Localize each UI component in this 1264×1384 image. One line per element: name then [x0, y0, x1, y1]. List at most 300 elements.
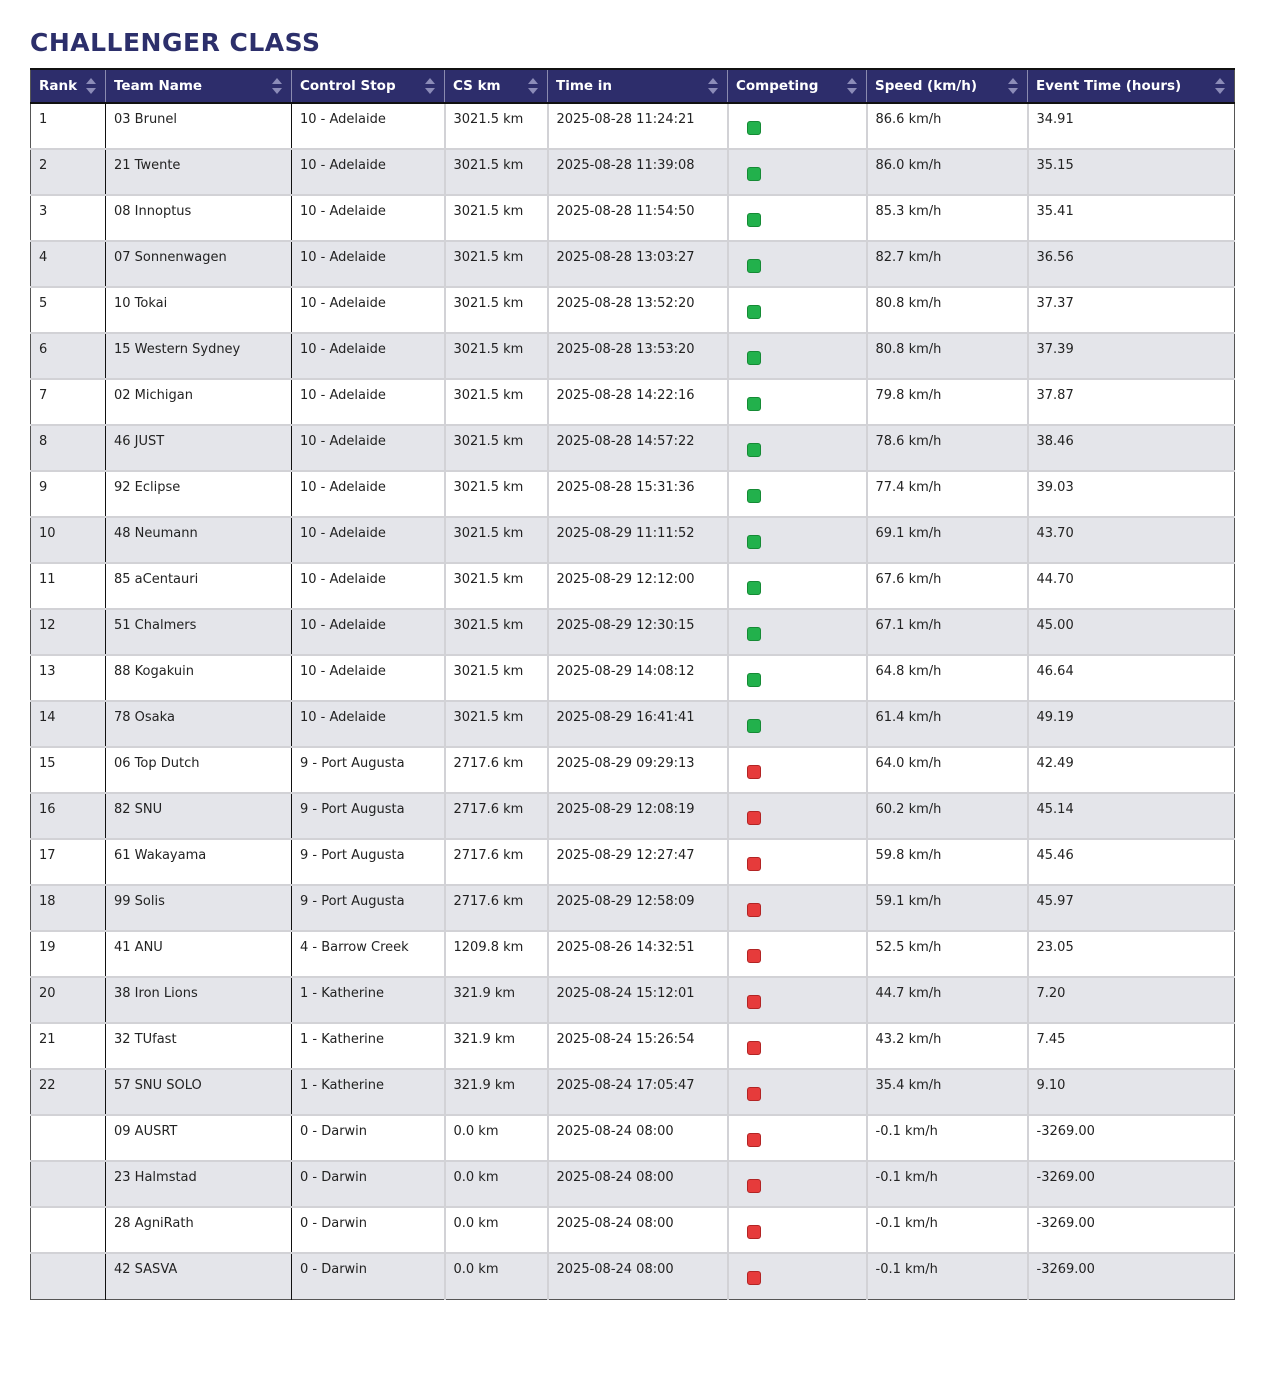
- event-time-cell: 36.56: [1028, 241, 1235, 287]
- table-row: [31, 195, 1235, 241]
- column-header-event-time[interactable]: [1028, 69, 1235, 103]
- table-row: [31, 793, 1235, 839]
- team-name-cell: 42 SASVA: [106, 1253, 292, 1299]
- competing-cell: [728, 517, 867, 563]
- table-row: [31, 1253, 1235, 1299]
- table-row: [31, 747, 1235, 793]
- event-time-cell: 49.19: [1028, 701, 1235, 747]
- table-row: [31, 287, 1235, 333]
- competing-status-icon: [747, 489, 761, 503]
- cs-km-cell: 321.9 km: [445, 977, 548, 1023]
- time-in-cell: 2025-08-24 08:00: [548, 1115, 728, 1161]
- column-header-team-name[interactable]: [106, 69, 292, 103]
- sort-descending-icon: [847, 88, 857, 94]
- not-competing-status-icon: [747, 995, 761, 1009]
- sort-ascending-icon: [272, 78, 282, 84]
- rank-cell: 13: [31, 655, 106, 701]
- rank-cell: [31, 1207, 106, 1253]
- team-name-cell: 61 Wakayama: [106, 839, 292, 885]
- time-in-cell: 2025-08-29 09:29:13: [548, 747, 728, 793]
- speed-cell: 85.3 km/h: [867, 195, 1028, 241]
- cs-km-cell: 3021.5 km: [445, 517, 548, 563]
- team-name-cell: 46 JUST: [106, 425, 292, 471]
- column-header-label: Control Stop: [300, 78, 396, 94]
- speed-cell: -0.1 km/h: [867, 1161, 1028, 1207]
- team-name-cell: 57 SNU SOLO: [106, 1069, 292, 1115]
- control-stop-cell: 0 - Darwin: [292, 1115, 445, 1161]
- sort-icon[interactable]: [708, 78, 718, 94]
- competing-cell: [728, 701, 867, 747]
- rank-cell: [31, 1161, 106, 1207]
- cs-km-cell: 3021.5 km: [445, 287, 548, 333]
- team-name-cell: 21 Twente: [106, 149, 292, 195]
- rank-cell: 5: [31, 287, 106, 333]
- cs-km-cell: 3021.5 km: [445, 103, 548, 149]
- control-stop-cell: 10 - Adelaide: [292, 655, 445, 701]
- rank-cell: 9: [31, 471, 106, 517]
- cs-km-cell: 0.0 km: [445, 1253, 548, 1299]
- time-in-cell: 2025-08-29 12:12:00: [548, 563, 728, 609]
- speed-cell: 67.1 km/h: [867, 609, 1028, 655]
- control-stop-cell: 1 - Katherine: [292, 1069, 445, 1115]
- sort-descending-icon: [425, 88, 435, 94]
- rank-cell: 7: [31, 379, 106, 425]
- competing-cell: [728, 885, 867, 931]
- cs-km-cell: 3021.5 km: [445, 195, 548, 241]
- team-name-cell: 09 AUSRT: [106, 1115, 292, 1161]
- column-header-label: CS km: [453, 78, 501, 94]
- table-row: [31, 1161, 1235, 1207]
- cs-km-cell: 1209.8 km: [445, 931, 548, 977]
- cs-km-cell: 3021.5 km: [445, 471, 548, 517]
- competing-cell: [728, 241, 867, 287]
- column-header-label: Speed (km/h): [875, 78, 977, 94]
- cs-km-cell: 2717.6 km: [445, 747, 548, 793]
- rank-cell: 4: [31, 241, 106, 287]
- sort-descending-icon: [1215, 88, 1225, 94]
- time-in-cell: 2025-08-28 11:39:08: [548, 149, 728, 195]
- rank-cell: 10: [31, 517, 106, 563]
- rank-cell: 1: [31, 103, 106, 149]
- control-stop-cell: 10 - Adelaide: [292, 195, 445, 241]
- cs-km-cell: 3021.5 km: [445, 241, 548, 287]
- control-stop-cell: 9 - Port Augusta: [292, 839, 445, 885]
- sort-ascending-icon: [425, 78, 435, 84]
- results-body: [31, 103, 1235, 1299]
- competing-cell: [728, 1023, 867, 1069]
- not-competing-status-icon: [747, 857, 761, 871]
- team-name-cell: 10 Tokai: [106, 287, 292, 333]
- control-stop-cell: 9 - Port Augusta: [292, 793, 445, 839]
- team-name-cell: 03 Brunel: [106, 103, 292, 149]
- cs-km-cell: 0.0 km: [445, 1115, 548, 1161]
- speed-cell: 80.8 km/h: [867, 287, 1028, 333]
- team-name-cell: 82 SNU: [106, 793, 292, 839]
- team-name-cell: 92 Eclipse: [106, 471, 292, 517]
- time-in-cell: 2025-08-28 14:22:16: [548, 379, 728, 425]
- sort-icon[interactable]: [847, 78, 857, 94]
- competing-cell: [728, 425, 867, 471]
- event-time-cell: -3269.00: [1028, 1161, 1235, 1207]
- not-competing-status-icon: [747, 1041, 761, 1055]
- sort-icon[interactable]: [528, 78, 538, 94]
- time-in-cell: 2025-08-24 15:26:54: [548, 1023, 728, 1069]
- competing-cell: [728, 1069, 867, 1115]
- competing-status-icon: [747, 719, 761, 733]
- speed-cell: 52.5 km/h: [867, 931, 1028, 977]
- rank-cell: 18: [31, 885, 106, 931]
- rank-cell: 16: [31, 793, 106, 839]
- competing-cell: [728, 1161, 867, 1207]
- sort-icon[interactable]: [1215, 78, 1225, 94]
- event-time-cell: 38.46: [1028, 425, 1235, 471]
- control-stop-cell: 10 - Adelaide: [292, 701, 445, 747]
- header-row: [31, 69, 1235, 103]
- time-in-cell: 2025-08-28 13:53:20: [548, 333, 728, 379]
- speed-cell: 59.8 km/h: [867, 839, 1028, 885]
- cs-km-cell: 2717.6 km: [445, 885, 548, 931]
- sort-icon[interactable]: [1008, 78, 1018, 94]
- control-stop-cell: 4 - Barrow Creek: [292, 931, 445, 977]
- competing-cell: [728, 563, 867, 609]
- table-row: [31, 885, 1235, 931]
- time-in-cell: 2025-08-24 08:00: [548, 1161, 728, 1207]
- time-in-cell: 2025-08-29 12:58:09: [548, 885, 728, 931]
- time-in-cell: 2025-08-29 12:27:47: [548, 839, 728, 885]
- competing-cell: [728, 609, 867, 655]
- speed-cell: 64.8 km/h: [867, 655, 1028, 701]
- column-header-label: Competing: [736, 78, 819, 94]
- control-stop-cell: 10 - Adelaide: [292, 471, 445, 517]
- competing-cell: [728, 655, 867, 701]
- rank-cell: 19: [31, 931, 106, 977]
- column-header-cs-km[interactable]: [445, 69, 548, 103]
- sort-ascending-icon: [1008, 78, 1018, 84]
- cs-km-cell: 321.9 km: [445, 1023, 548, 1069]
- competing-status-icon: [747, 351, 761, 365]
- rank-cell: 12: [31, 609, 106, 655]
- event-time-cell: -3269.00: [1028, 1207, 1235, 1253]
- event-time-cell: 34.91: [1028, 103, 1235, 149]
- event-time-cell: 23.05: [1028, 931, 1235, 977]
- time-in-cell: 2025-08-28 14:57:22: [548, 425, 728, 471]
- rank-cell: [31, 1253, 106, 1299]
- event-time-cell: 42.49: [1028, 747, 1235, 793]
- results-table: [30, 68, 1235, 1300]
- event-time-cell: 45.14: [1028, 793, 1235, 839]
- competing-cell: [728, 793, 867, 839]
- cs-km-cell: 2717.6 km: [445, 793, 548, 839]
- rank-cell: 2: [31, 149, 106, 195]
- cs-km-cell: 3021.5 km: [445, 655, 548, 701]
- competing-status-icon: [747, 213, 761, 227]
- event-time-cell: 9.10: [1028, 1069, 1235, 1115]
- cs-km-cell: 0.0 km: [445, 1161, 548, 1207]
- table-row: [31, 471, 1235, 517]
- competing-cell: [728, 195, 867, 241]
- rank-cell: 22: [31, 1069, 106, 1115]
- competing-cell: [728, 1115, 867, 1161]
- table-row: [31, 1115, 1235, 1161]
- sort-ascending-icon: [528, 78, 538, 84]
- table-row: [31, 1069, 1235, 1115]
- team-name-cell: 85 aCentauri: [106, 563, 292, 609]
- team-name-cell: 38 Iron Lions: [106, 977, 292, 1023]
- speed-cell: 60.2 km/h: [867, 793, 1028, 839]
- not-competing-status-icon: [747, 765, 761, 779]
- team-name-cell: 23 Halmstad: [106, 1161, 292, 1207]
- event-time-cell: 37.37: [1028, 287, 1235, 333]
- competing-cell: [728, 747, 867, 793]
- control-stop-cell: 10 - Adelaide: [292, 609, 445, 655]
- event-time-cell: 39.03: [1028, 471, 1235, 517]
- team-name-cell: 08 Innoptus: [106, 195, 292, 241]
- sort-descending-icon: [1008, 88, 1018, 94]
- table-row: [31, 1023, 1235, 1069]
- not-competing-status-icon: [747, 1179, 761, 1193]
- speed-cell: 78.6 km/h: [867, 425, 1028, 471]
- time-in-cell: 2025-08-24 08:00: [548, 1253, 728, 1299]
- competing-cell: [728, 103, 867, 149]
- table-row: [31, 517, 1235, 563]
- competing-status-icon: [747, 581, 761, 595]
- column-header-speed[interactable]: [867, 69, 1028, 103]
- rank-cell: 14: [31, 701, 106, 747]
- competing-status-icon: [747, 443, 761, 457]
- column-header-time-in[interactable]: [548, 69, 728, 103]
- team-name-cell: 88 Kogakuin: [106, 655, 292, 701]
- speed-cell: 82.7 km/h: [867, 241, 1028, 287]
- control-stop-cell: 10 - Adelaide: [292, 563, 445, 609]
- control-stop-cell: 9 - Port Augusta: [292, 747, 445, 793]
- not-competing-status-icon: [747, 1087, 761, 1101]
- cs-km-cell: 3021.5 km: [445, 379, 548, 425]
- time-in-cell: 2025-08-24 15:12:01: [548, 977, 728, 1023]
- control-stop-cell: 10 - Adelaide: [292, 103, 445, 149]
- competing-status-icon: [747, 259, 761, 273]
- control-stop-cell: 10 - Adelaide: [292, 517, 445, 563]
- team-name-cell: 06 Top Dutch: [106, 747, 292, 793]
- time-in-cell: 2025-08-28 15:31:36: [548, 471, 728, 517]
- speed-cell: -0.1 km/h: [867, 1207, 1028, 1253]
- control-stop-cell: 10 - Adelaide: [292, 287, 445, 333]
- time-in-cell: 2025-08-28 13:52:20: [548, 287, 728, 333]
- table-row: [31, 103, 1235, 149]
- competing-status-icon: [747, 673, 761, 687]
- not-competing-status-icon: [747, 903, 761, 917]
- competing-cell: [728, 333, 867, 379]
- rank-cell: 3: [31, 195, 106, 241]
- sort-icon[interactable]: [86, 78, 96, 94]
- competing-status-icon: [747, 305, 761, 319]
- speed-cell: 59.1 km/h: [867, 885, 1028, 931]
- speed-cell: 77.4 km/h: [867, 471, 1028, 517]
- rank-cell: 6: [31, 333, 106, 379]
- page-title: CHALLENGER CLASS: [30, 28, 321, 57]
- column-header-competing[interactable]: [728, 69, 867, 103]
- team-name-cell: 51 Chalmers: [106, 609, 292, 655]
- sort-ascending-icon: [86, 78, 96, 84]
- event-time-cell: 7.20: [1028, 977, 1235, 1023]
- column-header-rank[interactable]: [31, 69, 106, 103]
- competing-status-icon: [747, 121, 761, 135]
- speed-cell: 61.4 km/h: [867, 701, 1028, 747]
- cs-km-cell: 3021.5 km: [445, 333, 548, 379]
- cs-km-cell: 3021.5 km: [445, 701, 548, 747]
- cs-km-cell: 2717.6 km: [445, 839, 548, 885]
- sort-descending-icon: [528, 88, 538, 94]
- rank-cell: 11: [31, 563, 106, 609]
- cs-km-cell: 3021.5 km: [445, 609, 548, 655]
- results-section: [30, 27, 1234, 1300]
- speed-cell: 35.4 km/h: [867, 1069, 1028, 1115]
- competing-cell: [728, 379, 867, 425]
- sort-descending-icon: [272, 88, 282, 94]
- not-competing-status-icon: [747, 811, 761, 825]
- control-stop-cell: 10 - Adelaide: [292, 241, 445, 287]
- control-stop-cell: 1 - Katherine: [292, 1023, 445, 1069]
- competing-cell: [728, 931, 867, 977]
- sort-icon[interactable]: [425, 78, 435, 94]
- speed-cell: 43.2 km/h: [867, 1023, 1028, 1069]
- control-stop-cell: 0 - Darwin: [292, 1253, 445, 1299]
- competing-cell: [728, 471, 867, 517]
- speed-cell: -0.1 km/h: [867, 1253, 1028, 1299]
- speed-cell: 79.8 km/h: [867, 379, 1028, 425]
- event-time-cell: 45.97: [1028, 885, 1235, 931]
- team-name-cell: 78 Osaka: [106, 701, 292, 747]
- table-row: [31, 1207, 1235, 1253]
- speed-cell: 44.7 km/h: [867, 977, 1028, 1023]
- control-stop-cell: 9 - Port Augusta: [292, 885, 445, 931]
- column-header-label: Time in: [556, 78, 612, 94]
- speed-cell: 69.1 km/h: [867, 517, 1028, 563]
- event-time-cell: -3269.00: [1028, 1253, 1235, 1299]
- not-competing-status-icon: [747, 1133, 761, 1147]
- event-time-cell: 44.70: [1028, 563, 1235, 609]
- time-in-cell: 2025-08-29 12:08:19: [548, 793, 728, 839]
- team-name-cell: 15 Western Sydney: [106, 333, 292, 379]
- cs-km-cell: 3021.5 km: [445, 425, 548, 471]
- control-stop-cell: 0 - Darwin: [292, 1161, 445, 1207]
- team-name-cell: 02 Michigan: [106, 379, 292, 425]
- time-in-cell: 2025-08-24 17:05:47: [548, 1069, 728, 1115]
- cs-km-cell: 321.9 km: [445, 1069, 548, 1115]
- competing-cell: [728, 839, 867, 885]
- not-competing-status-icon: [747, 949, 761, 963]
- table-row: [31, 149, 1235, 195]
- control-stop-cell: 1 - Katherine: [292, 977, 445, 1023]
- competing-cell: [728, 1207, 867, 1253]
- speed-cell: 64.0 km/h: [867, 747, 1028, 793]
- rank-cell: 17: [31, 839, 106, 885]
- competing-status-icon: [747, 535, 761, 549]
- sort-ascending-icon: [1215, 78, 1225, 84]
- competing-status-icon: [747, 167, 761, 181]
- competing-cell: [728, 149, 867, 195]
- table-row: [31, 241, 1235, 287]
- event-time-cell: 37.39: [1028, 333, 1235, 379]
- table-row: [31, 655, 1235, 701]
- rank-cell: 21: [31, 1023, 106, 1069]
- table-row: [31, 379, 1235, 425]
- table-row: [31, 931, 1235, 977]
- not-competing-status-icon: [747, 1225, 761, 1239]
- table-row: [31, 701, 1235, 747]
- time-in-cell: 2025-08-29 11:11:52: [548, 517, 728, 563]
- speed-cell: 80.8 km/h: [867, 333, 1028, 379]
- competing-cell: [728, 977, 867, 1023]
- event-time-cell: 43.70: [1028, 517, 1235, 563]
- time-in-cell: 2025-08-29 14:08:12: [548, 655, 728, 701]
- table-row: [31, 839, 1235, 885]
- sort-icon[interactable]: [272, 78, 282, 94]
- event-time-cell: 37.87: [1028, 379, 1235, 425]
- team-name-cell: 28 AgniRath: [106, 1207, 292, 1253]
- not-competing-status-icon: [747, 1271, 761, 1285]
- time-in-cell: 2025-08-24 08:00: [548, 1207, 728, 1253]
- time-in-cell: 2025-08-28 13:03:27: [548, 241, 728, 287]
- control-stop-cell: 0 - Darwin: [292, 1207, 445, 1253]
- rank-cell: [31, 1115, 106, 1161]
- competing-status-icon: [747, 397, 761, 411]
- table-row: [31, 609, 1235, 655]
- team-name-cell: 32 TUfast: [106, 1023, 292, 1069]
- sort-descending-icon: [708, 88, 718, 94]
- event-time-cell: 35.41: [1028, 195, 1235, 241]
- event-time-cell: -3269.00: [1028, 1115, 1235, 1161]
- event-time-cell: 7.45: [1028, 1023, 1235, 1069]
- table-row: [31, 977, 1235, 1023]
- time-in-cell: 2025-08-29 16:41:41: [548, 701, 728, 747]
- control-stop-cell: 10 - Adelaide: [292, 379, 445, 425]
- event-time-cell: 35.15: [1028, 149, 1235, 195]
- team-name-cell: 99 Solis: [106, 885, 292, 931]
- speed-cell: 86.6 km/h: [867, 103, 1028, 149]
- event-time-cell: 46.64: [1028, 655, 1235, 701]
- column-header-control-stop[interactable]: [292, 69, 445, 103]
- rank-cell: 8: [31, 425, 106, 471]
- control-stop-cell: 10 - Adelaide: [292, 149, 445, 195]
- speed-cell: -0.1 km/h: [867, 1115, 1028, 1161]
- table-row: [31, 425, 1235, 471]
- speed-cell: 86.0 km/h: [867, 149, 1028, 195]
- time-in-cell: 2025-08-28 11:24:21: [548, 103, 728, 149]
- table-row: [31, 333, 1235, 379]
- column-header-label: Team Name: [114, 78, 203, 94]
- sort-ascending-icon: [847, 78, 857, 84]
- time-in-cell: 2025-08-28 11:54:50: [548, 195, 728, 241]
- control-stop-cell: 10 - Adelaide: [292, 333, 445, 379]
- time-in-cell: 2025-08-29 12:30:15: [548, 609, 728, 655]
- team-name-cell: 41 ANU: [106, 931, 292, 977]
- cs-km-cell: 3021.5 km: [445, 563, 548, 609]
- speed-cell: 67.6 km/h: [867, 563, 1028, 609]
- rank-cell: 20: [31, 977, 106, 1023]
- competing-cell: [728, 287, 867, 333]
- event-time-cell: 45.00: [1028, 609, 1235, 655]
- cs-km-cell: 3021.5 km: [445, 149, 548, 195]
- team-name-cell: 48 Neumann: [106, 517, 292, 563]
- competing-status-icon: [747, 627, 761, 641]
- control-stop-cell: 10 - Adelaide: [292, 425, 445, 471]
- sort-descending-icon: [86, 88, 96, 94]
- time-in-cell: 2025-08-26 14:32:51: [548, 931, 728, 977]
- team-name-cell: 07 Sonnenwagen: [106, 241, 292, 287]
- event-time-cell: 45.46: [1028, 839, 1235, 885]
- column-header-label: Event Time (hours): [1036, 78, 1182, 94]
- table-row: [31, 563, 1235, 609]
